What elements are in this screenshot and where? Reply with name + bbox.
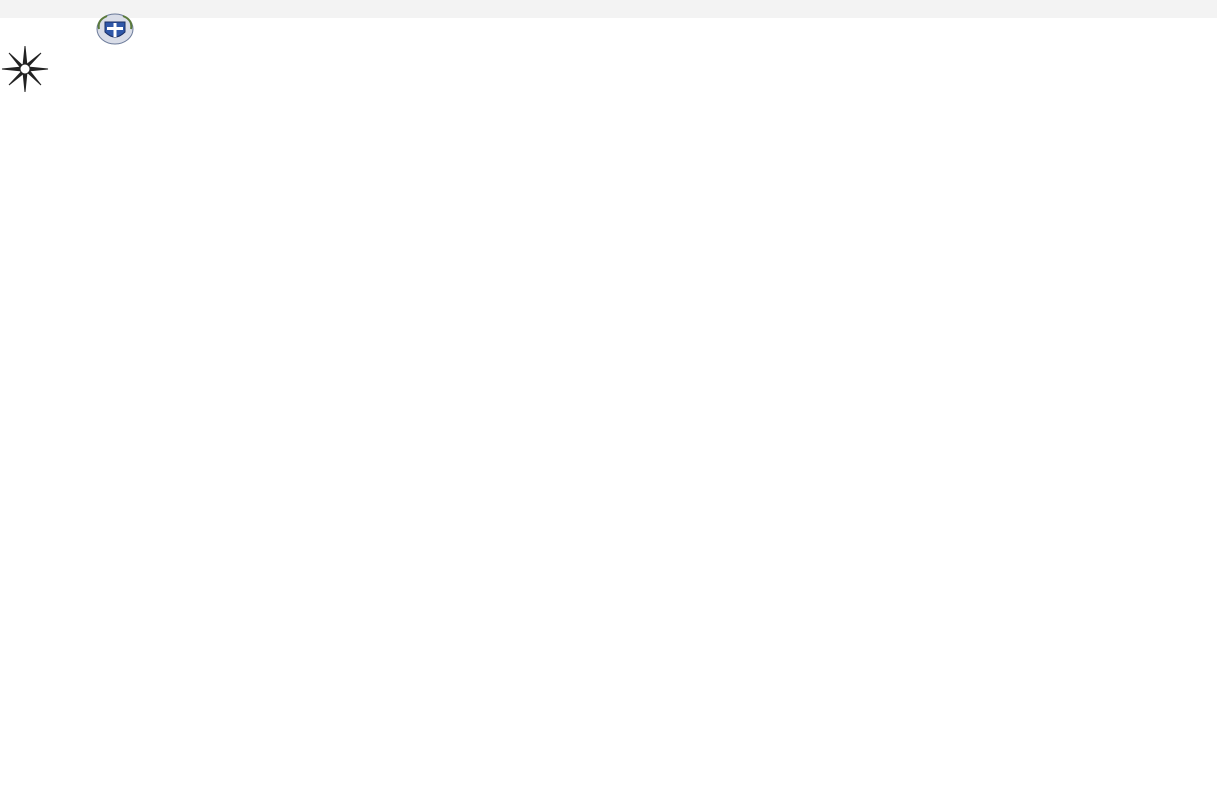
greek-coat-of-arms-logo [95,12,135,46]
column-header-bar [0,0,1217,18]
elstat-star-logo [0,44,50,94]
